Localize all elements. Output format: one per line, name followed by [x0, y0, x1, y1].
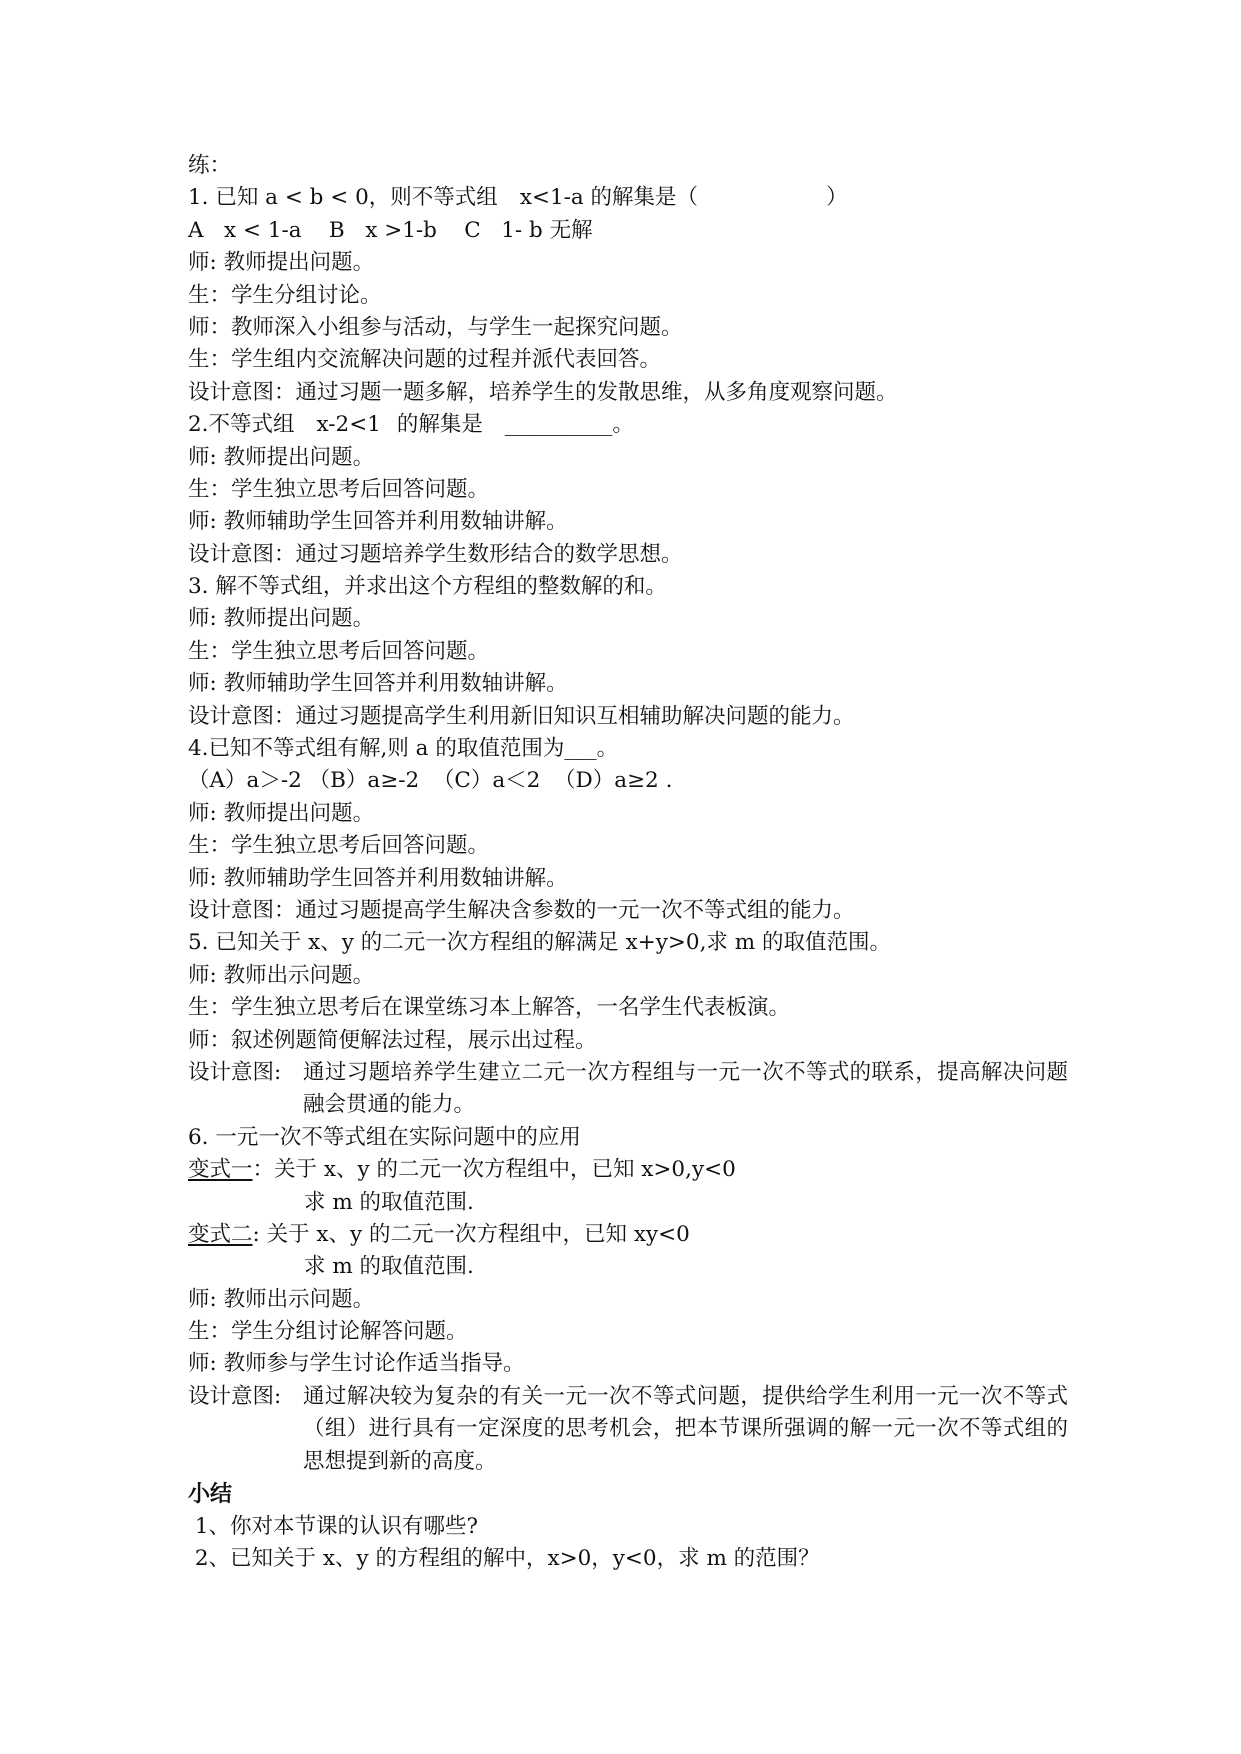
- question-3-stem: 3. 解不等式组，并求出这个方程组的整数解的和。: [188, 574, 667, 600]
- question-2-stem: [188, 409, 1068, 441]
- answer-blank: ___: [564, 736, 597, 762]
- question-2-stem-a: 2.不等式组: [188, 412, 295, 438]
- question-4-stem: [188, 733, 1068, 765]
- question-6-line: 生：学生分组讨论解答问题。: [188, 1319, 468, 1345]
- question-4-intent: 设计意图：通过习题提高学生解决含参数的一元一次不等式组的能力。: [188, 897, 855, 923]
- variant-2-text: : 关于 x、y 的二元一次方程组中，已知 xy<0: [252, 1221, 690, 1247]
- summary-item: 2、已知关于 x、y 的方程组的解中，x>0，y<0，求 m 的范围？: [188, 1546, 820, 1572]
- question-4-options: （A）a＞-2 （B）a≥-2 （C）a＜2 （D）a≥2 .: [188, 768, 673, 794]
- variant-2-label: 变式二: [188, 1221, 253, 1247]
- question-2-line: 生：学生独立思考后回答问题。: [188, 476, 490, 502]
- question-1-line: 生：学生组内交流解决问题的过程并派代表回答。: [188, 347, 662, 373]
- question-5-stem: 5. 已知关于 x、y 的二元一次方程组的解满足 x+y>0,求 m 的取值范围。: [188, 930, 891, 956]
- practice-heading: 练：: [188, 153, 232, 178]
- question-4-line: 师: 教师辅助学生回答并利用数轴讲解。: [188, 865, 568, 891]
- question-4-stem-end: 。: [596, 736, 619, 762]
- question-3-line: 师: 教师提出问题。: [188, 606, 375, 632]
- question-5-line: 师：叙述例题简便解法过程，展示出过程。: [188, 1027, 597, 1053]
- intent-text: 通过习题培养学生建立二元一次方程组与一元一次不等式的联系，提高解决问题融会贯通的能力。: [303, 1059, 1068, 1118]
- question-2-intent: 设计意图：通过习题培养学生数形结合的数学思想。: [188, 541, 683, 567]
- question-2-stem-c: 的解集是: [396, 412, 483, 438]
- variant-1: [188, 1154, 1068, 1186]
- question-2-stem-d: 。: [612, 412, 634, 438]
- question-3-line: 生：学生独立思考后回答问题。: [188, 638, 490, 664]
- variant-1-continuation: 求 m 的取值范围.: [304, 1189, 474, 1215]
- question-5-line: 生：学生独立思考后在课堂练习本上解答，一名学生代表板演。: [188, 995, 791, 1021]
- question-1-stem: [188, 182, 1068, 214]
- question-4-line: 师: 教师提出问题。: [188, 800, 375, 826]
- document-body: [188, 150, 1068, 1576]
- variant-2-continuation: 求 m 的取值范围.: [304, 1254, 474, 1280]
- question-1-line: 生：学生分组讨论。: [188, 282, 382, 308]
- question-5-line: 师: 教师出示问题。: [188, 962, 375, 988]
- summary-title: 小结: [188, 1481, 233, 1508]
- question-3-intent: 设计意图：通过习题提高学生利用新旧知识互相辅助解决问题的能力。: [188, 703, 855, 729]
- question-4-stem-text: 4.已知不等式组有解,则 a 的取值范围为: [188, 736, 565, 762]
- question-2-stem-b: x-2<1: [316, 412, 381, 438]
- question-1-stem-c: ）: [826, 185, 848, 211]
- intent-text: 通过解决较为复杂的有关一元一次不等式问题，提供给学生利用一元一次不等式（组）进行具有一定深度的思考机会，把本节课所强调的解一元一次不等式组的思想提到新的高度。: [303, 1383, 1068, 1474]
- question-3-line: 师: 教师辅助学生回答并利用数轴讲解。: [188, 671, 568, 697]
- answer-blank: __________: [504, 412, 613, 438]
- question-1-options: A x < 1-a B x >1-b C 1- b 无解: [188, 217, 593, 243]
- question-4-line: 生：学生独立思考后回答问题。: [188, 833, 490, 859]
- summary-item: 1、你对本节课的认识有哪些?: [188, 1514, 479, 1540]
- question-6-line: 师: 教师出示问题。: [188, 1286, 375, 1312]
- question-1-line: 师：教师深入小组参与活动，与学生一起探究问题。: [188, 314, 683, 340]
- variant-2: [188, 1219, 1068, 1251]
- question-6-stem: 6. 一元一次不等式组在实际问题中的应用: [188, 1124, 581, 1150]
- question-1-intent: 设计意图：通过习题一题多解，培养学生的发散思维，从多角度观察问题。: [188, 379, 898, 405]
- intent-label: 设计意图:: [188, 1059, 289, 1085]
- question-1-line: 师: 教师提出问题。: [188, 250, 375, 276]
- question-2-line: 师: 教师辅助学生回答并利用数轴讲解。: [188, 509, 568, 535]
- question-6-line: 师: 教师参与学生讨论作适当指导。: [188, 1351, 525, 1377]
- intent-label: 设计意图:: [188, 1383, 289, 1409]
- question-1-stem-b: x<1-a 的解集是（: [519, 185, 699, 211]
- variant-1-text: ：关于 x、y 的二元一次方程组中，已知 x>0,y<0: [252, 1157, 736, 1183]
- question-6-intent: [188, 1381, 1068, 1478]
- question-2-line: 师: 教师提出问题。: [188, 444, 375, 470]
- question-5-intent: [188, 1057, 1068, 1122]
- question-1-stem-a: 1. 已知 a < b < 0，则不等式组: [188, 185, 498, 211]
- variant-1-label: 变式一: [188, 1157, 253, 1183]
